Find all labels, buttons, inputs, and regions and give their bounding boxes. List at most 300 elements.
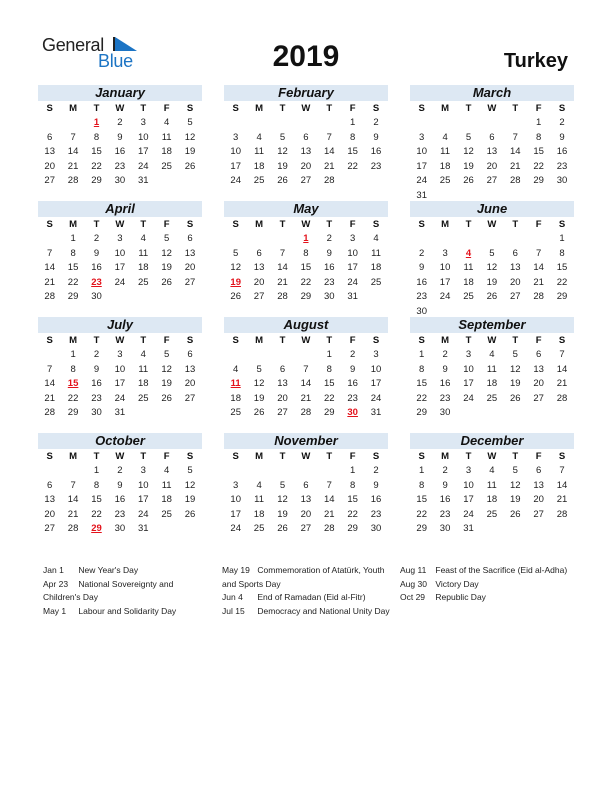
day-cell: 23 [347,392,358,404]
day-grid [410,217,574,319]
empty-cell [480,232,503,247]
day-cell: 31 [114,407,126,418]
weekday-label: T [512,103,519,114]
empty-cell [247,116,270,131]
day-cell: 30 [323,291,335,302]
day-cell: 11 [161,131,172,143]
weekday-label: W [301,103,311,114]
day-cell: 22 [416,392,427,404]
holiday-date: May 1 [43,605,67,616]
weekday-label: S [186,335,194,346]
day-cell: 25 [486,508,498,520]
weekday-label: T [512,219,519,230]
holiday-item [400,591,590,605]
day-cell: 15 [67,262,79,273]
day-cell: 12 [509,363,521,375]
day-cell: 23 [370,508,382,520]
day-cell: 6 [47,131,53,143]
holiday-date: Jan 1 [43,565,64,575]
day-cell: 14 [509,146,521,157]
day-grid [224,333,388,421]
day-cell: 8 [350,131,356,143]
day-cell: 2 [442,465,448,476]
holiday-name: End of Ramadan (Eid al-Fitr) [257,592,366,602]
day-cell: 7 [47,363,53,375]
day-cell: 20 [184,378,196,389]
empty-cell [318,116,341,131]
day-cell: 14 [67,146,79,157]
weekday-label: T [140,103,147,114]
weekday-label: S [232,219,239,230]
day-cell: 11 [486,479,497,491]
day-cell: 8 [70,363,76,375]
day-cell: 12 [486,262,498,273]
day-cell: 9 [373,479,379,491]
holiday-date: Aug 30 [400,578,427,589]
weekday-label: T [465,103,472,114]
weekday-label: S [232,103,239,114]
day-cell: 1 [559,233,565,244]
day-cell: 18 [161,146,172,157]
empty-cell [271,464,294,479]
day-cell: 13 [509,262,521,273]
empty-cell [480,116,503,131]
day-cell: 17 [370,378,382,389]
day-cell: 30 [370,523,382,534]
day-cell: 7 [70,131,76,143]
day-cell: 28 [556,392,568,404]
weekday-label: M [69,219,78,230]
day-cell: 9 [93,247,100,259]
day-cell: 9 [326,247,332,259]
holiday-name: Feast of the Sacrifice (Eid al-Adha) [435,565,568,575]
day-cell: 2 [559,117,565,128]
day-cell: 21 [533,276,544,288]
weekday-label: S [372,219,380,230]
day-cell: 6 [279,363,286,375]
weekday-label: W [301,451,311,462]
weekday-label: T [512,335,519,346]
empty-cell [224,116,247,131]
day-grid [410,449,574,537]
day-cell: 22 [347,160,358,172]
day-cell: 27 [533,508,544,520]
weekday-label: W [115,103,125,114]
day-cell: 8 [303,247,309,259]
day-cell: 3 [465,349,472,360]
weekday-label: S [558,335,566,346]
day-cell: 3 [140,117,146,128]
day-cell: 11 [138,363,149,375]
day-grid [224,449,388,537]
day-cell: 19 [277,160,288,172]
day-cell: 4 [489,349,495,360]
day-cell: 19 [184,494,196,505]
day-cell: 28 [67,523,79,534]
day-cell: 13 [184,363,196,375]
holiday-day-cell: 15 [67,378,79,389]
day-cell: 5 [256,363,262,375]
month-header: March [410,85,574,101]
weekday-label: W [487,103,497,114]
month-march [410,85,574,203]
day-cell: 25 [137,276,149,288]
day-cell: 10 [114,363,126,375]
day-cell: 26 [486,291,498,302]
weekday-label: F [535,451,542,462]
day-cell: 31 [137,523,149,534]
day-cell: 6 [187,233,193,244]
day-cell: 24 [463,392,474,404]
weekday-label: M [441,103,450,114]
day-cell: 27 [486,175,498,186]
weekday-label: T [465,451,472,462]
day-cell: 22 [91,508,102,520]
day-cell: 17 [230,508,241,520]
day-cell: 16 [323,262,335,273]
day-cell: 12 [184,479,196,491]
day-cell: 28 [277,291,288,302]
day-cell: 31 [416,189,427,201]
day-cell: 3 [233,479,239,491]
day-cell: 26 [184,508,196,520]
month-header: August [224,317,388,333]
day-cell: 25 [486,392,498,404]
day-cell: 9 [373,131,379,143]
empty-cell [247,232,270,247]
empty-cell [433,116,456,131]
day-cell: 5 [465,131,472,143]
weekday-label: F [535,335,542,346]
day-cell: 23 [416,291,427,302]
empty-cell [294,116,317,131]
day-cell: 15 [556,262,568,273]
empty-cell [247,348,270,363]
day-cell: 11 [486,363,497,375]
day-cell: 26 [463,175,474,186]
day-cell: 9 [350,363,356,375]
day-cell: 6 [187,349,193,360]
holiday-list-col1 [43,564,213,618]
holiday-name: Democracy and National Unity Day [257,605,390,616]
day-cell: 20 [300,160,312,172]
day-cell: 4 [140,349,146,360]
day-cell: 1 [419,465,425,476]
day-cell: 26 [277,523,288,534]
day-cell: 23 [91,392,102,404]
day-cell: 17 [463,494,474,505]
day-cell: 3 [419,131,425,143]
month-july [38,317,202,421]
day-cell: 15 [416,378,427,389]
day-cell: 16 [347,378,358,389]
weekday-label: S [372,335,380,346]
day-cell: 11 [161,479,172,491]
weekday-label: T [140,219,147,230]
month-august [224,317,388,421]
weekday-label: S [46,335,53,346]
day-cell: 5 [512,349,518,360]
holiday-date: Oct 29 [400,592,426,602]
day-cell: 20 [44,160,55,172]
month-february [224,85,388,189]
holiday-day-cell: 30 [347,407,358,418]
day-cell: 21 [323,160,335,172]
day-cell: 9 [117,131,123,143]
weekday-label: T [93,335,100,346]
logo-text-blue: Blue [98,51,133,71]
day-cell: 20 [486,160,498,172]
holiday-item [222,564,392,591]
day-cell: 8 [419,363,425,375]
day-cell: 11 [463,262,474,273]
day-cell: 21 [556,494,568,505]
weekday-label: M [255,103,264,114]
weekday-label: T [93,103,100,114]
day-cell: 16 [114,146,126,157]
day-cell: 14 [323,494,335,505]
month-header: December [410,433,574,449]
weekday-label: T [279,335,286,346]
holiday-date: Jun 4 [222,592,243,602]
day-cell: 28 [323,175,335,186]
holiday-list-col3 [400,564,590,605]
day-cell: 12 [161,363,172,375]
day-cell: 16 [370,494,382,505]
day-cell: 3 [465,465,472,476]
day-cell: 29 [67,291,79,302]
day-cell: 19 [161,378,172,389]
day-cell: 17 [463,378,474,389]
holiday-day-cell: 19 [230,276,241,288]
weekday-label: T [326,103,333,114]
day-cell: 15 [91,146,102,157]
day-cell: 26 [277,175,288,186]
day-cell: 15 [300,262,312,273]
day-cell: 8 [536,131,542,143]
holiday-name: New Year's Day [78,565,139,575]
day-cell: 31 [347,291,358,302]
weekday-label: F [535,103,542,114]
day-cell: 21 [300,392,312,404]
day-cell: 18 [253,508,265,520]
day-cell: 25 [161,508,172,520]
holiday-item [43,605,213,619]
weekday-label: F [163,219,170,230]
day-cell: 2 [350,349,356,360]
day-cell: 3 [233,131,239,143]
day-cell: 31 [463,523,474,534]
day-cell: 2 [117,465,123,476]
holiday-name: Labour and Solidarity Day [78,605,177,616]
empty-cell [318,464,341,479]
day-cell: 3 [117,349,123,360]
day-cell: 10 [137,479,149,491]
month-january [38,85,202,189]
day-cell: 3 [140,465,146,476]
day-cell: 30 [439,523,451,534]
empty-cell [504,116,527,131]
day-cell: 24 [230,175,241,186]
day-cell: 15 [416,494,427,505]
day-cell: 5 [279,131,286,143]
day-cell: 21 [44,392,55,404]
holiday-name: National Sovereignty and Children's Day [43,578,174,602]
day-cell: 20 [44,508,55,520]
day-cell: 16 [439,378,451,389]
day-cell: 20 [533,378,544,389]
day-cell: 30 [114,523,126,534]
day-cell: 21 [277,276,288,288]
empty-cell [61,464,84,479]
month-april [38,201,202,305]
day-cell: 10 [114,247,126,259]
day-cell: 29 [347,523,358,534]
weekday-label: S [372,103,380,114]
day-cell: 7 [279,247,286,259]
day-cell: 30 [556,175,568,186]
weekday-label: S [186,451,194,462]
weekday-label: M [255,335,264,346]
day-cell: 25 [230,407,241,418]
day-cell: 13 [44,146,55,157]
weekday-label: M [441,335,450,346]
day-cell: 1 [419,349,425,360]
weekday-label: T [465,219,472,230]
empty-cell [61,116,84,131]
day-cell: 2 [442,349,448,360]
empty-cell [410,232,433,247]
holiday-item [222,605,392,619]
day-cell: 19 [253,392,265,404]
weekday-label: T [140,451,147,462]
holiday-name: Republic Day [435,592,486,602]
empty-cell [38,464,61,479]
day-cell: 14 [323,146,335,157]
day-cell: 17 [347,262,358,273]
empty-cell [457,116,480,131]
day-cell: 13 [253,262,265,273]
day-cell: 24 [439,291,451,302]
day-cell: 27 [277,407,288,418]
day-cell: 22 [323,392,335,404]
day-cell: 20 [253,276,265,288]
day-cell: 27 [184,392,196,404]
day-cell: 1 [536,117,542,128]
day-cell: 12 [277,494,288,505]
day-cell: 22 [67,392,79,404]
month-november [224,433,388,537]
day-cell: 15 [347,146,358,157]
day-grid [38,333,202,421]
day-cell: 22 [416,508,427,520]
empty-cell [38,348,61,363]
day-cell: 5 [512,465,518,476]
day-cell: 29 [323,407,335,418]
country-title: Turkey [503,50,568,72]
day-cell: 2 [93,233,100,244]
day-cell: 31 [370,407,382,418]
day-grid [224,217,388,305]
weekday-label: T [279,219,286,230]
day-cell: 12 [230,262,241,273]
day-cell: 14 [277,262,288,273]
day-cell: 10 [439,262,451,273]
day-cell: 23 [556,160,568,172]
day-cell: 23 [370,160,382,172]
empty-cell [224,232,247,247]
day-cell: 7 [326,131,332,143]
day-cell: 23 [323,276,335,288]
month-header: October [38,433,202,449]
month-header: January [38,85,202,101]
day-cell: 26 [161,392,172,404]
day-cell: 25 [253,523,265,534]
empty-cell [504,232,527,247]
empty-cell [224,464,247,479]
day-cell: 9 [442,363,448,375]
day-cell: 25 [161,160,172,172]
day-cell: 1 [93,465,100,476]
day-cell: 12 [463,146,474,157]
day-cell: 25 [463,291,474,302]
day-cell: 29 [556,291,568,302]
day-cell: 7 [536,247,542,259]
weekday-label: S [418,219,425,230]
day-cell: 4 [373,233,379,244]
day-cell: 14 [44,378,55,389]
holiday-date: May 19 [222,565,250,575]
day-cell: 12 [184,131,196,143]
day-cell: 9 [117,479,123,491]
holiday-day-cell: 4 [465,247,472,259]
weekday-label: S [418,335,425,346]
day-cell: 8 [326,363,332,375]
day-cell: 24 [137,160,149,172]
day-cell: 25 [137,392,149,404]
day-cell: 3 [442,247,448,259]
day-cell: 13 [300,494,312,505]
day-grid [38,217,202,305]
day-cell: 13 [533,479,544,491]
weekday-label: T [465,335,472,346]
weekday-label: F [349,335,356,346]
day-cell: 16 [370,146,382,157]
weekday-label: F [349,451,356,462]
day-cell: 12 [161,247,172,259]
day-cell: 6 [303,131,309,143]
day-cell: 19 [463,160,474,172]
weekday-label: W [115,335,125,346]
holiday-day-cell: 1 [93,117,100,128]
day-cell: 23 [439,392,451,404]
month-october [38,433,202,537]
weekday-label: M [255,219,264,230]
day-cell: 10 [347,247,358,259]
day-cell: 25 [370,276,382,288]
day-cell: 10 [230,494,241,505]
day-cell: 18 [137,378,149,389]
day-cell: 26 [161,276,172,288]
holiday-day-cell: 23 [91,276,102,288]
day-cell: 30 [416,305,427,317]
day-cell: 3 [117,233,123,244]
day-cell: 4 [442,131,448,143]
day-cell: 8 [419,479,425,491]
day-cell: 11 [371,247,381,259]
empty-cell [271,348,294,363]
day-cell: 18 [137,262,149,273]
